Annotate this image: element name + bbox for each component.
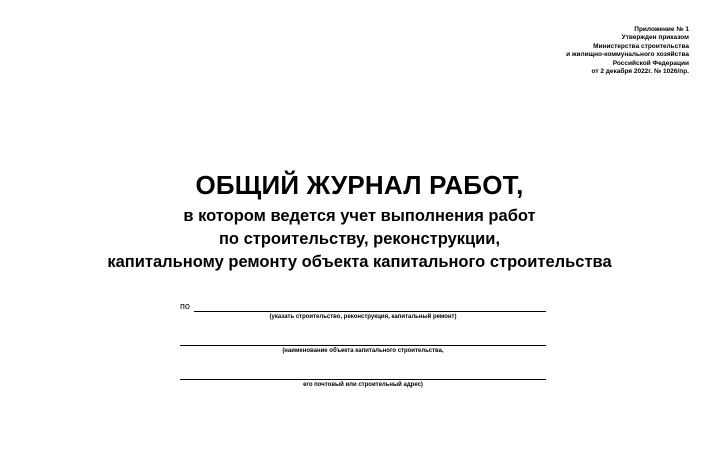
address-field[interactable]: [180, 366, 546, 380]
approval-line: Утвержден приказом: [621, 34, 689, 42]
subtitle-line: капитальному ремонту объекта капитального строительства: [107, 253, 612, 271]
document-subtitle: [0, 205, 719, 274]
subtitle-line: по строительству, реконструкции,: [218, 230, 501, 248]
work-type-field[interactable]: [180, 298, 546, 312]
approval-line: от 2 декабря 2022г. № 1026/пр.: [591, 68, 689, 76]
work-type-prefix: по: [180, 301, 190, 311]
subtitle-line: в котором ведется учет выполнения работ: [183, 207, 536, 225]
object-name-field[interactable]: [180, 332, 546, 346]
address-caption: его почтовый или строительный адрес): [303, 382, 423, 388]
approval-line: Приложение № 1: [634, 26, 689, 33]
document-title: ОБЩИЙ ЖУРНАЛ РАБОТ,: [195, 170, 524, 200]
approval-line: Министерства строительства: [593, 42, 689, 50]
address-line[interactable]: [180, 379, 546, 380]
approval-line: Российской Федерации: [612, 59, 689, 67]
object-name-line[interactable]: [180, 345, 546, 346]
work-type-line[interactable]: [194, 311, 546, 312]
approval-block: [566, 26, 689, 76]
approval-line: и жилищно-коммунального хозяйства: [566, 51, 689, 59]
work-type-caption: (указать строительство, реконструкция, капитальный ремонт): [269, 314, 457, 320]
object-name-caption: (наименование объекта капитального строительства,: [282, 348, 444, 354]
